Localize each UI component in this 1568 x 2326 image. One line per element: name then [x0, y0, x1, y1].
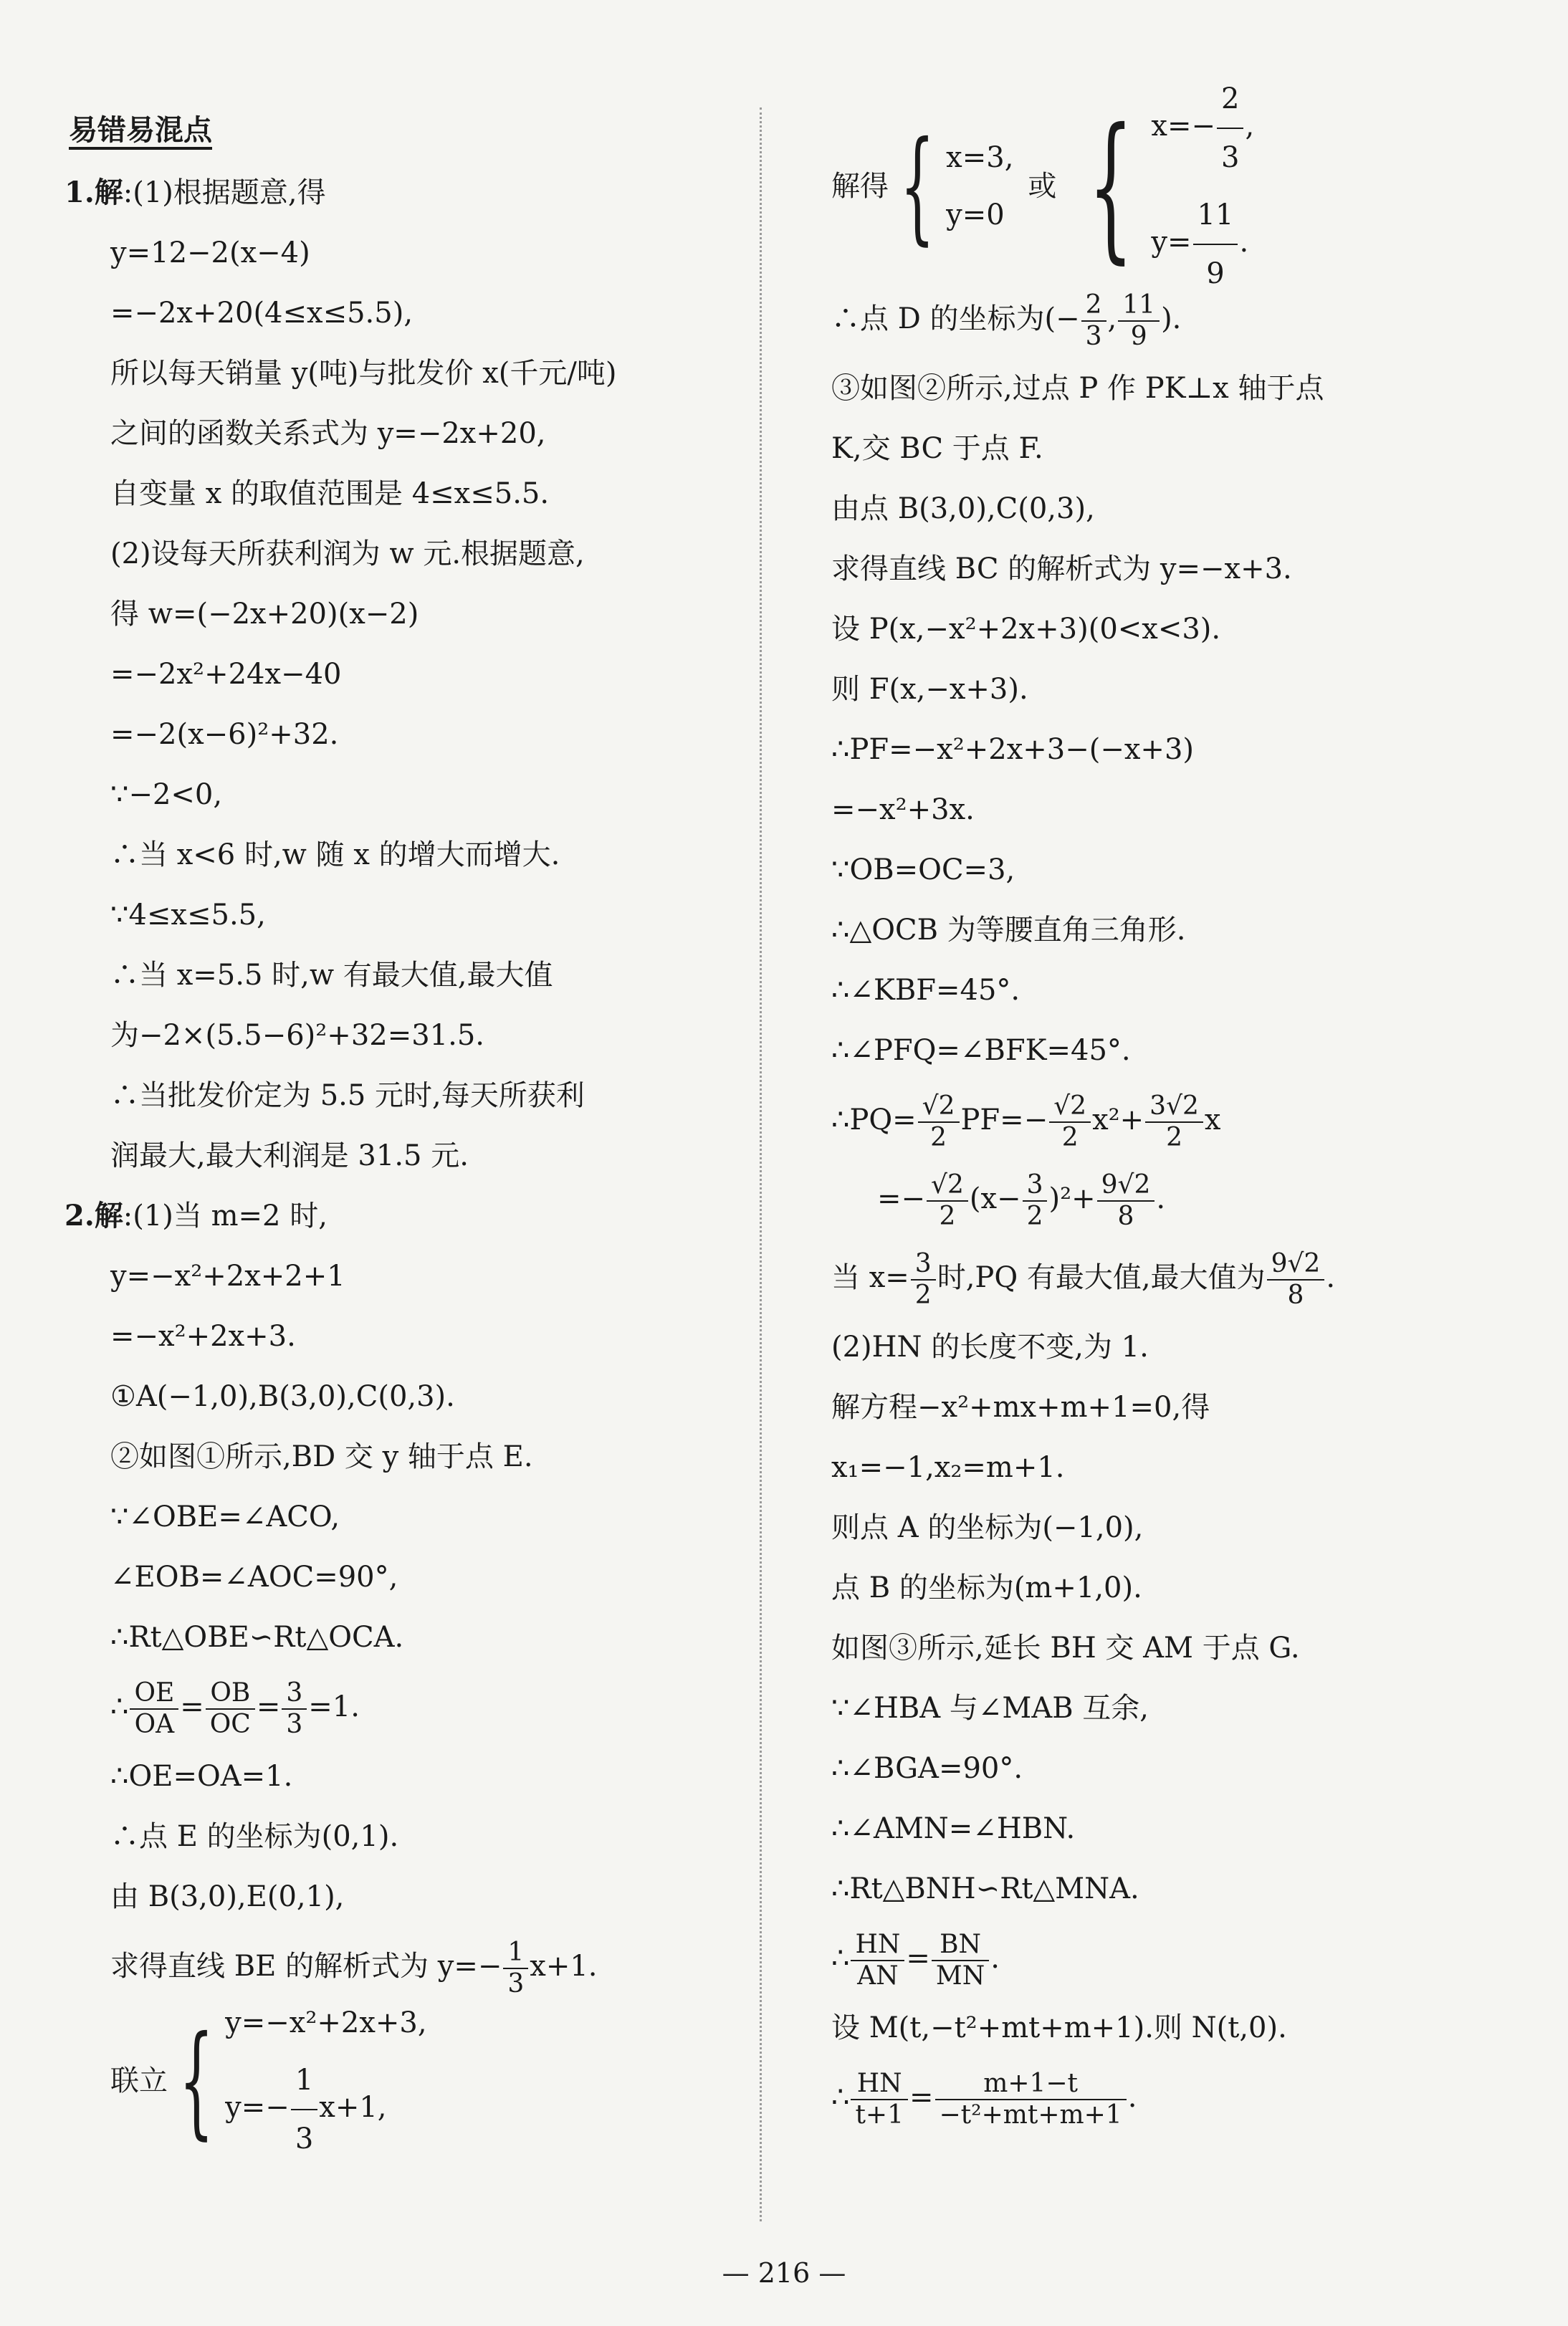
fraction: $\frac{BN}{MN}$ [932, 1930, 989, 1991]
q1-line-17: 润最大,最大利润是 31.5 元. [110, 1139, 469, 1172]
r-line-16: =− $\frac{√2}{2}$ (x− $\frac{3}{2}$ )²+ $\frac{9√2}{8}$ . [877, 1170, 1166, 1231]
left-column [64, 107, 724, 2155]
r-line-30: ∴ $\frac{HN}{t+1}$ = $\frac{m+1-t}{\text{−t²+mt+m+1}}$ . [831, 2069, 1137, 2130]
fraction: $\frac{HN}{t+1}$ [851, 2069, 908, 2130]
q1-line-6: 自变量 x 的取值范围是 4≤x≤5.5. [110, 477, 550, 510]
q2-line-5: ②如图①所示,BD 交 y 轴于点 E. [110, 1440, 533, 1473]
q2-line-4: ①A(−1,0),B(3,0),C(0,3). [110, 1380, 455, 1413]
r-line-28: ∴ $\frac{HN}{AN}$ = $\frac{BN}{MN}$ . [831, 1930, 1000, 1991]
r-line-19: 解方程−x²+mx+m+1=0,得 [831, 1391, 1210, 1424]
fraction: $\frac{9√2}{8}$ [1267, 1249, 1325, 1311]
q1-line-13: ∵4≤x≤5.5, [110, 899, 266, 932]
q2-line-10: ∴OE=OA=1. [110, 1760, 293, 1793]
q2-line-12: 由 B(3,0),E(0,1), [110, 1880, 345, 1913]
q1-line-5: 之间的函数关系式为 y=−2x+20, [110, 417, 546, 450]
fraction: $\frac{3√2}{2}$ [1145, 1091, 1203, 1153]
q2-line-7: ∠EOB=∠AOC=90°, [110, 1561, 398, 1594]
r-line-5: 由点 B(3,0),C(0,3), [831, 492, 1095, 525]
r-line-17: 当 x= $\frac{3}{2}$ 时,PQ 有最大值,最大值为 $\frac{9√2}{8}$ . [831, 1249, 1336, 1310]
r-line-21: 则点 A 的坐标为(−1,0), [831, 1511, 1144, 1544]
q2-line-2: y=−x²+2x+2+1 [110, 1260, 345, 1293]
fraction: $\frac{11}{9}$ [1118, 290, 1160, 352]
left-brace: { [899, 115, 935, 257]
r-line-29: 设 M(t,−t²+mt+m+1).则 N(t,0). [831, 2011, 1287, 2044]
r-line-9: ∴PF=−x²+2x+3−(−x+3) [831, 733, 1194, 766]
q2-system-equations: 联立 { y=−x²+2x+3, y=− $\frac{1}{3}$ x+1, [64, 2013, 724, 2149]
r-line-3: ③如图②所示,过点 P 作 PK⊥x 轴于点 [831, 372, 1324, 405]
fraction: $\frac{11}{9}$ [1193, 186, 1238, 302]
fraction: $\frac{√2}{2}$ [927, 1170, 968, 1232]
q1-line-12: ∴当 x<6 时,w 随 x 的增大而增大. [110, 838, 560, 871]
r-line-15: ∴PQ= $\frac{√2}{2}$ PF=− $\frac{√2}{2}$ x²+ $\frac{3√2}{2}$ x [831, 1091, 1221, 1152]
fraction: $\frac{OE}{OA}$ [130, 1678, 178, 1740]
r-line-2: ∴点 D 的坐标为(− $\frac{2}{3}$ , $\frac{11}{9}$ ). [831, 290, 1182, 351]
fraction: $\frac{3}{3}$ [282, 1678, 307, 1740]
fraction: $\frac{2}{3}$ [1081, 290, 1106, 352]
q1-line-11: ∵−2<0, [110, 778, 223, 811]
q1-line-16: ∴当批发价定为 5.5 元时,每天所获利 [110, 1079, 585, 1112]
q2-line-1: 2.解:(1)当 m=2 时, [64, 1199, 328, 1233]
q1-line-15: 为−2×(5.5−6)²+32=31.5. [110, 1019, 485, 1052]
r-line-18: (2)HN 的长度不变,为 1. [831, 1331, 1149, 1364]
r-line-26: ∴∠AMN=∠HBN. [831, 1812, 1076, 1845]
r-line-10: =−x²+3x. [831, 793, 975, 826]
r-line-27: ∴Rt△BNH∽Rt△MNA. [831, 1872, 1139, 1905]
left-brace: { [1088, 95, 1134, 278]
r-line-20: x₁=−1,x₂=m+1. [831, 1451, 1065, 1484]
r-line-11: ∵OB=OC=3, [831, 853, 1015, 886]
r-line-22: 点 B 的坐标为(m+1,0). [831, 1571, 1142, 1604]
question-number: 2. [64, 1199, 95, 1233]
r-line-7: 设 P(x,−x²+2x+3)(0<x<3). [831, 613, 1221, 646]
r-line-8: 则 F(x,−x+3). [831, 673, 1028, 706]
r-line-6: 求得直线 BC 的解析式为 y=−x+3. [831, 552, 1292, 585]
q1-line-9: =−2x²+24x−40 [110, 658, 342, 691]
page-number: — 216 — [722, 2257, 846, 2289]
question-number: 1. [64, 176, 95, 209]
r-line-25: ∴∠BGA=90°. [831, 1752, 1023, 1785]
r-line-23: 如图③所示,延长 BH 交 AM 于点 G. [831, 1632, 1300, 1665]
column-divider [760, 107, 762, 2221]
q2-line-11: ∴点 E 的坐标为(0,1). [110, 1820, 399, 1853]
r-line-14: ∴∠PFQ=∠BFK=45°. [831, 1034, 1131, 1067]
solution-label: 解 [94, 176, 123, 209]
q2-line-3: =−x²+2x+3. [110, 1320, 296, 1353]
q1-line-10: =−2(x−6)²+32. [110, 718, 339, 751]
q1-line-3: =−2x+20(4≤x≤5.5), [110, 297, 413, 330]
r-solution-system: 解得 { x=3, y=0 或 { x=− $\frac{2}{3}$ , y= $\frac{11}{9}$ . [831, 93, 1498, 279]
fraction: $\frac{√2}{2}$ [918, 1091, 960, 1153]
q2-line-13: 求得直线 BE 的解析式为 y=− $\frac{1}{3}$ x+1. [110, 1938, 598, 1999]
q1-line-2: y=12−2(x−4) [110, 236, 310, 269]
r-line-13: ∴∠KBF=45°. [831, 974, 1020, 1007]
r-line-4: K,交 BC 于点 F. [831, 432, 1043, 465]
q1-line-14: ∴当 x=5.5 时,w 有最大值,最大值 [110, 959, 553, 992]
section-title: 易错易混点 [69, 114, 212, 147]
fraction: $\frac{3}{2}$ [911, 1249, 936, 1311]
right-column [831, 82, 1498, 2137]
fraction: $\frac{OB}{OC}$ [206, 1678, 255, 1740]
fraction: $\frac{9√2}{8}$ [1097, 1170, 1155, 1232]
q1-line-4: 所以每天销量 y(吨)与批发价 x(千元/吨) [110, 357, 617, 390]
fraction: $\frac{HN}{AN}$ [851, 1930, 904, 1991]
r-line-12: ∴△OCB 为等腰直角三角形. [831, 914, 1186, 947]
fraction: $\frac{1}{3}$ [503, 1938, 528, 1999]
fraction: $\frac{1}{3}$ [291, 2052, 317, 2168]
q2-line-8: ∴Rt△OBE∽Rt△OCA. [110, 1621, 404, 1654]
fraction: $\frac{2}{3}$ [1217, 70, 1243, 186]
q1-line-1: 1.解:(1)根据题意,得 [64, 176, 326, 209]
q2-line-6: ∵∠OBE=∠ACO, [110, 1501, 340, 1533]
q2-line-9: ∴ $\frac{OE}{OA}$ = $\frac{OB}{OC}$ = $\frac{3}{3}$ =1. [110, 1678, 360, 1739]
q1-line-7: (2)设每天所获利润为 w 元.根据题意, [110, 537, 585, 570]
left-brace: { [178, 2010, 214, 2152]
fraction: $\frac{√2}{2}$ [1049, 1091, 1091, 1153]
fraction: $\frac{m+1-t}{\text{−t²+mt+m+1}}$ [935, 2069, 1127, 2130]
fraction: $\frac{3}{2}$ [1023, 1170, 1048, 1232]
q1-line-8: 得 w=(−2x+20)(x−2) [110, 598, 419, 631]
solution-label: 解 [94, 1200, 123, 1233]
r-line-24: ∵∠HBA 与∠MAB 互余, [831, 1692, 1149, 1725]
